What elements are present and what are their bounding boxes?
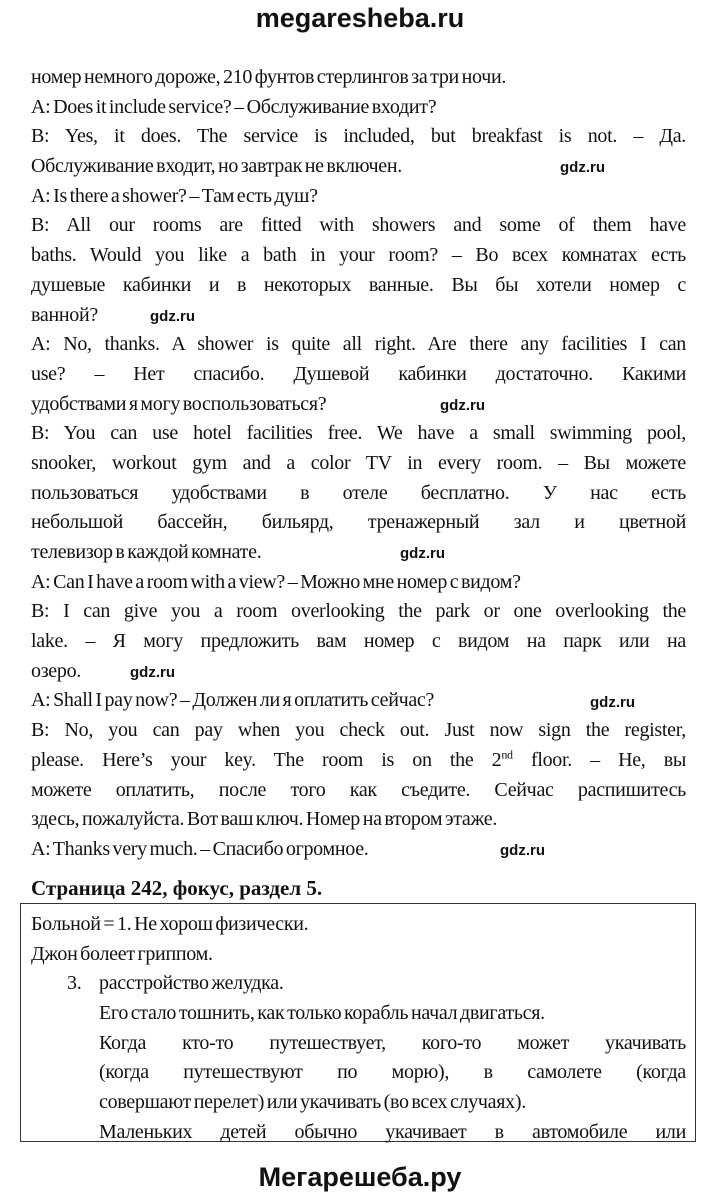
text-line: телевизор в каждой комнате. [31,541,262,563]
text-line: совершают перелет) или укачивать (во всех случаях). [99,1091,526,1114]
text-line: Его стало тошнить, как только корабль начал двигаться. [99,1002,545,1025]
text-line: номер немного дороже, 210 фунтов стерлингов за три ночи. [31,66,507,88]
text-line: baths. Would you like a bath in your room? – Во всех комнатах есть [31,244,686,267]
text-line: здесь, пожалуйста. Вот ваш ключ. Номер на втором этаже. [31,808,498,831]
text-line: B: I can give you a room overlooking the park or one overlooking the [31,600,686,623]
text-line: пользоваться удобствами в отеле бесплатно. У нас есть [31,481,686,504]
text-line: snooker, workout gym and a color TV in every room. – Вы можете [31,451,686,474]
watermark: gdz.ru [560,159,605,176]
text-line: B: You can use hotel facilities free. We have a small swimming pool, [31,422,686,445]
text-line: удобствами я могу воспользоваться? [31,392,327,415]
text-line: расстройство желудка. [99,972,284,995]
watermark: gdz.ru [150,308,195,325]
section-heading: Страница 242, фокус, раздел 5. [31,876,323,900]
text-line: A: No, thanks. A shower is quite all right. Are there any facilities I can [31,333,686,356]
text-line [31,746,686,776]
text-line: A: Is there a shower? – Там есть душ? [31,184,318,207]
text-line: Когда кто-то путешествует, кого-то может укачивать [99,1031,686,1054]
box-line: Джон болеет гриппом. [31,942,213,965]
text-segment: floor. – Не, вы [512,748,686,771]
watermark: gdz.ru [130,664,175,681]
text-line: A: Does it include service? – Обслуживание входит? [31,95,437,118]
text-line: B: Yes, it does. The service is included, but breakfast is not. – Да. [31,125,686,148]
text-line: Маленьких детей обычно укачивает в автомобиле или [99,1120,686,1143]
text-line: ванной? [31,303,98,326]
watermark: gdz.ru [400,545,445,562]
text-line: озеро. [31,659,81,682]
text-segment: please. Here’s your key. The room is on the 2 [31,748,502,771]
site-header: megaresheba.ru [255,3,465,33]
watermark: gdz.ru [440,397,485,414]
text-line: B: All our rooms are fitted with showers and some of them have [31,214,686,237]
box-line: Больной = 1. Не хорош физически. [31,913,309,935]
superscript: nd [501,747,513,762]
text-line: lake. – Я могу предложить вам номер с видом на парк или на [31,630,686,653]
list-number: 3. [67,972,82,995]
text-line: душевые кабинки и в некоторых ванные. Вы бы хотели номер с [31,273,686,296]
dialogue-text [31,63,686,865]
text-line: можете оплатить, после того как съедите. Сейчас распишитесь [31,778,686,801]
text-line: A: Can I have a room with a view? – Можно мне номер с видом? [31,570,521,593]
text-line: A: Shall I pay now? – Должен ли я оплатить сейчас? [31,689,435,712]
text-line: небольшой бассейн, бильярд, тренажерный зал и цветной [31,511,686,534]
text-line: use? – Нет спасибо. Душевой кабинки достаточно. Какими [31,362,686,385]
text-line: B: No, you can pay when you check out. Just now sign the register, [31,719,686,742]
text-line: A: Thanks very much. – Спасибо огромное. [31,837,369,860]
text-line: Обслуживание входит, но завтрак не включен. [31,155,402,178]
answer-box [20,903,696,1142]
text-line: (когда путешествуют по морю), в самолете (когда [99,1061,686,1084]
watermark: gdz.ru [590,694,635,711]
watermark: gdz.ru [500,842,545,859]
site-footer: Мегарешеба.ру [258,1162,462,1192]
